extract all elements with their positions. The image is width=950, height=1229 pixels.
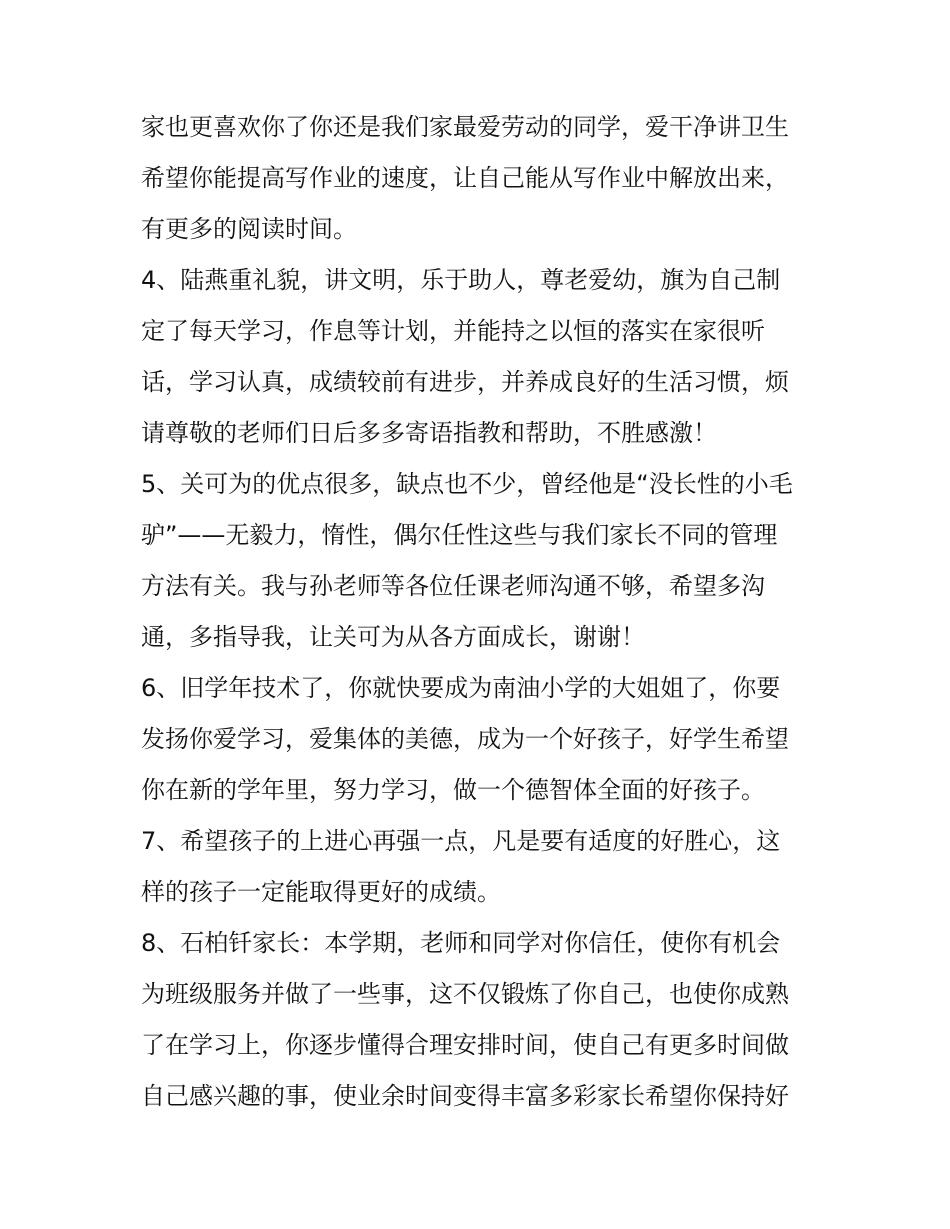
text-line: 为班级服务并做了一些事，这不仅锻炼了你自己，也使你成熟	[141, 980, 789, 1008]
text-line: 样的孩子一定能取得更好的成绩。	[141, 878, 501, 906]
text-line: 自己感兴趣的事，使业余时间变得丰富多彩家长希望你保持好	[141, 1082, 789, 1110]
text-line: 定了每天学习，作息等计划，并能持之以恒的落实在家很听	[141, 317, 765, 345]
paragraph-6-line: 6、旧学年技术了，你就快要成为南油小学的大姐姐了，你要	[141, 674, 781, 702]
text-line: 希望你能提高写作业的速度，让自己能从写作业中解放出来，	[141, 164, 789, 192]
text-line: 发扬你爱学习，爱集体的美德，成为一个好孩子，好学生希望	[141, 725, 789, 753]
text-line: 了在学习上，你逐步懂得合理安排时间，使自己有更多时间做	[141, 1031, 789, 1059]
text-line: 驴”——无毅力，惰性，偶尔任性这些与我们家长不同的管理	[141, 521, 778, 549]
text-line: 你在新的学年里，努力学习，做一个德智体全面的好孩子。	[141, 776, 765, 804]
document-body	[141, 102, 841, 1122]
paragraph-4-line: 4、陆燕重礼貌，讲文明，乐于助人，尊老爱幼，旗为自己制	[141, 266, 781, 294]
paragraph-7-line: 7、希望孩子的上进心再强一点，凡是要有适度的好胜心，这	[141, 827, 781, 855]
text-line: 方法有关。我与孙老师等各位任课老师沟通不够，希望多沟	[141, 572, 765, 600]
text-line: 通，多指导我，让关可为从各方面成长，谢谢！	[141, 623, 645, 651]
paragraph-8-line: 8、石柏钎家长：本学期，老师和同学对你信任，使你有机会	[141, 929, 781, 957]
paragraph-5-line: 5、关可为的优点很多，缺点也不少，曾经他是“没长性的小毛	[141, 470, 793, 498]
text-line: 家也更喜欢你了你还是我们家最爱劳动的同学，爱干净讲卫生	[141, 113, 789, 141]
text-line: 话，学习认真，成绩较前有进步，并养成良好的生活习惯，烦	[141, 368, 789, 396]
text-line: 有更多的阅读时间。	[141, 215, 357, 243]
text-line: 请尊敬的老师们日后多多寄语指教和帮助，不胜感激！	[141, 419, 717, 447]
